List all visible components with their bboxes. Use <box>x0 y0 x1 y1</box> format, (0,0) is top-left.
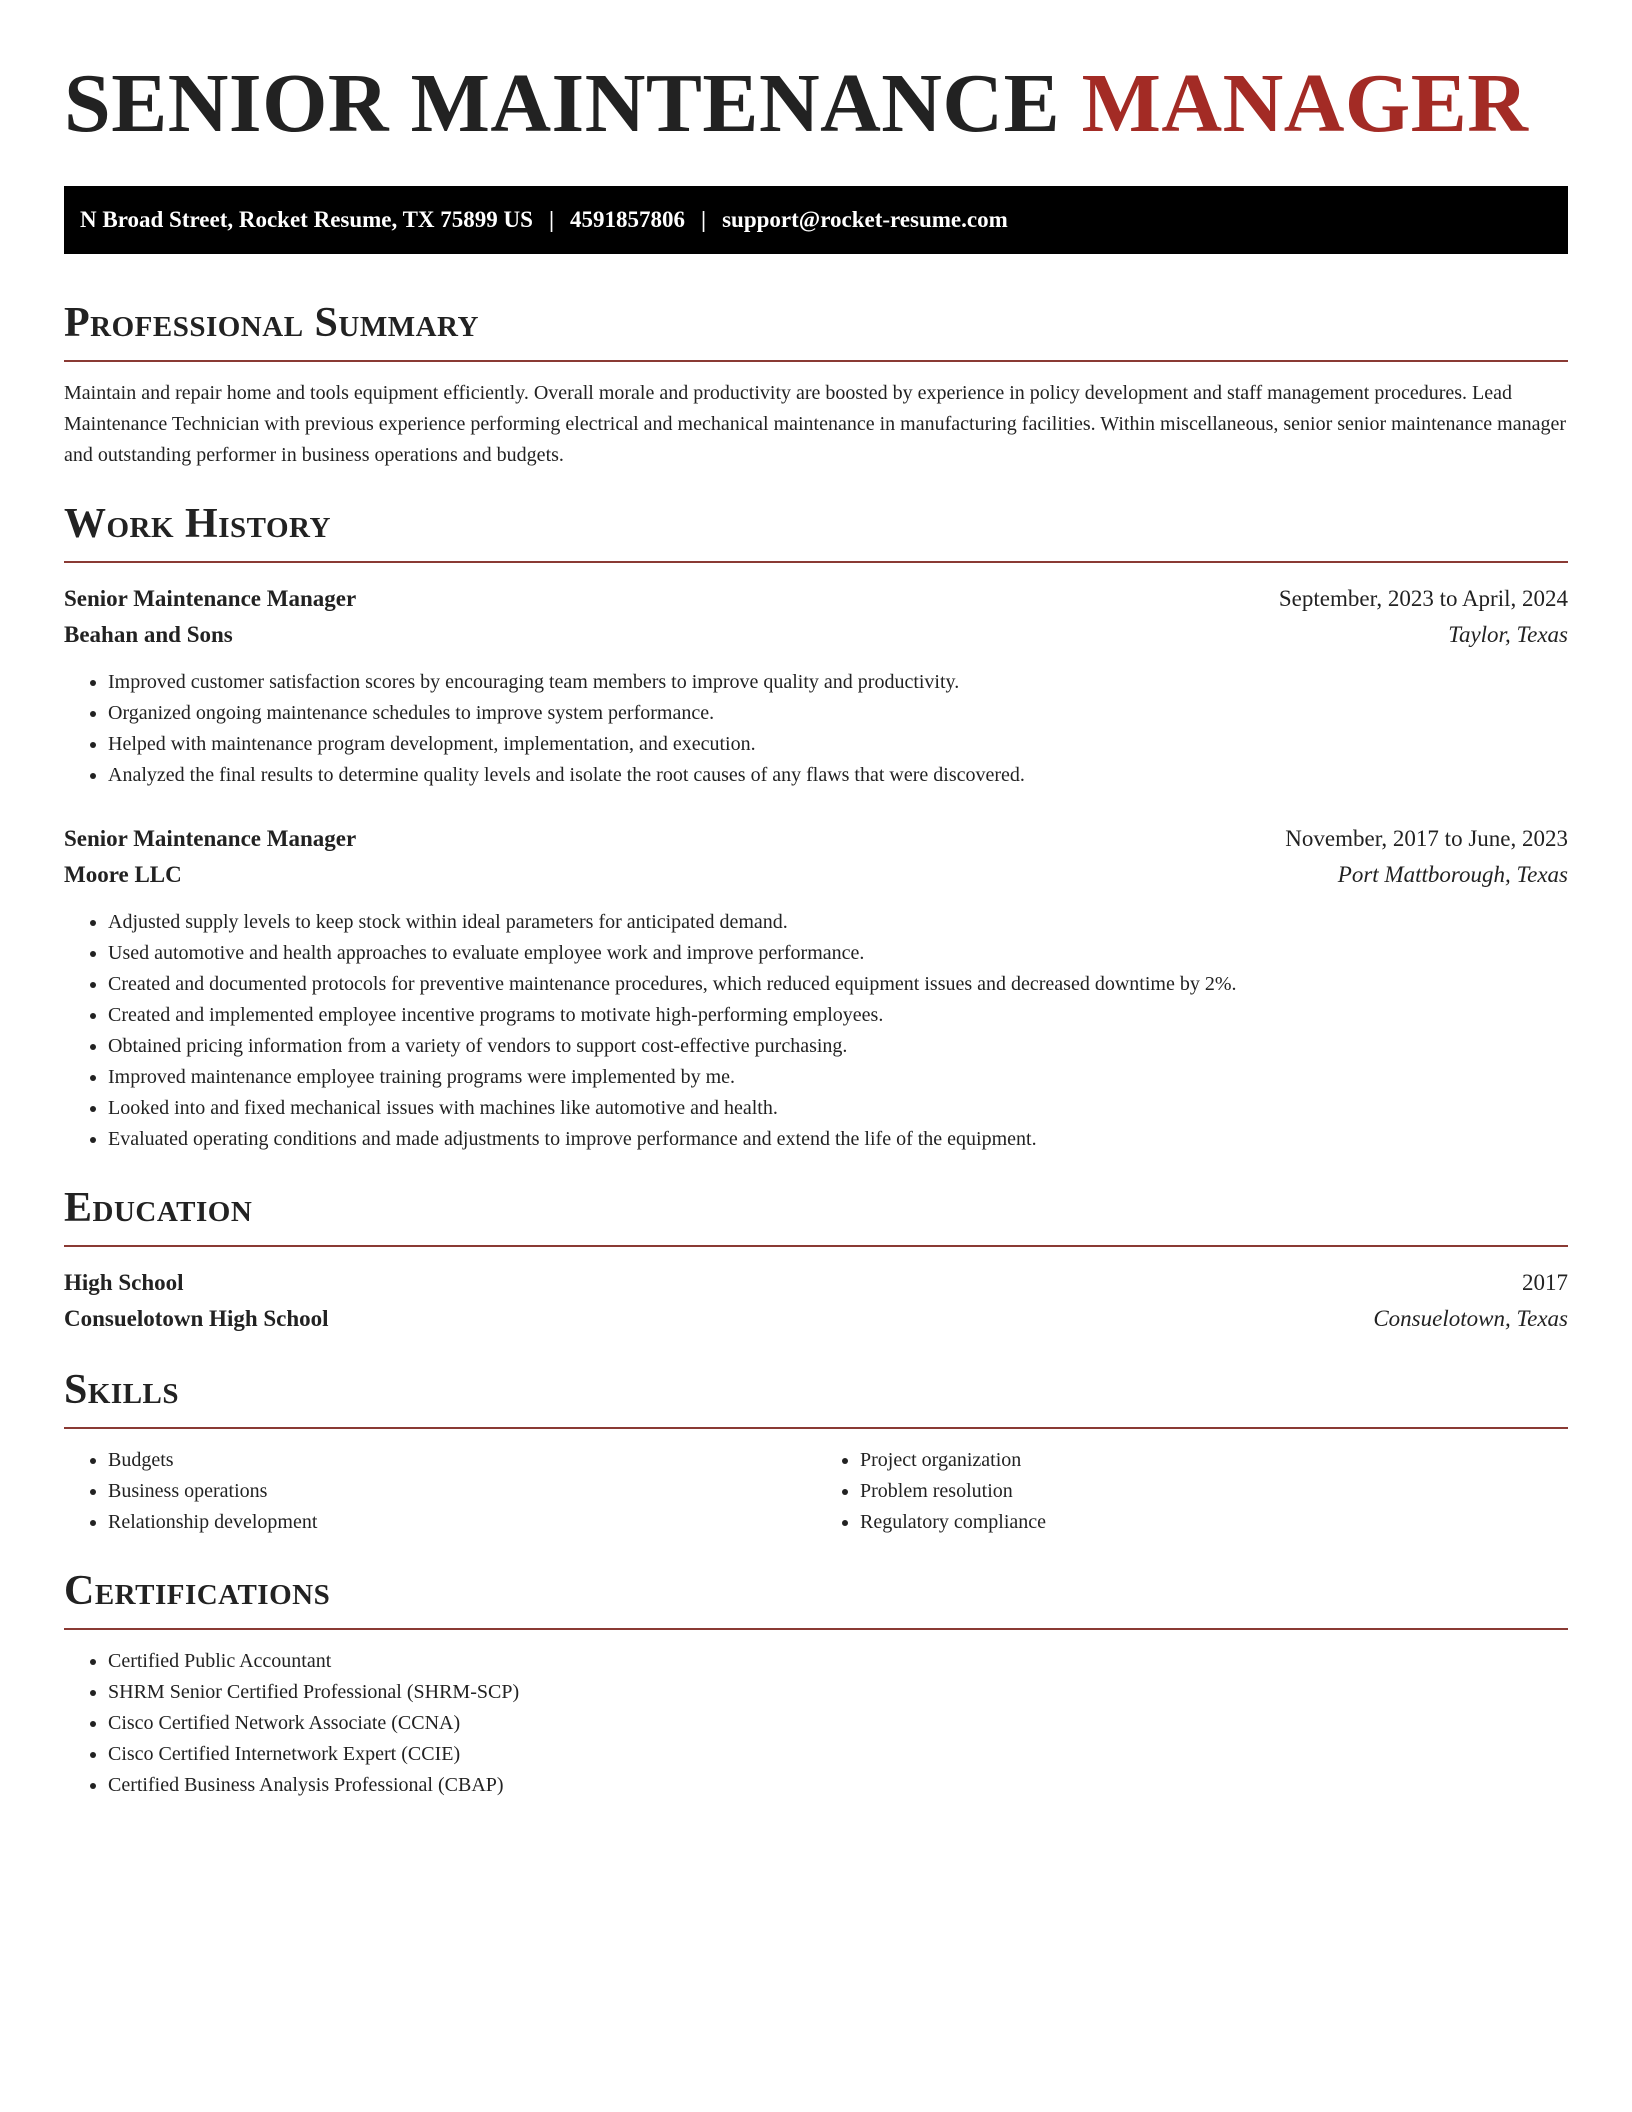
skills-section <box>64 1365 1568 1538</box>
skill-item: • Business operations <box>108 1476 816 1507</box>
list-item: • Organized ongoing maintenance schedules to improve system performance. <box>108 698 1568 729</box>
title-accent: MANAGER <box>1081 57 1529 150</box>
skill-item: • Problem resolution <box>860 1476 1568 1507</box>
job-company: Beahan and Sons <box>64 622 233 647</box>
certification-item: • Cisco Certified Internetwork Expert (CCIE) <box>108 1739 1568 1770</box>
education-school: Consuelotown High School <box>64 1306 329 1331</box>
skills-column-right <box>816 1445 1568 1538</box>
certifications-list <box>64 1646 1568 1801</box>
certifications-heading: Certifications <box>64 1566 1568 1630</box>
list-item: • Created and implemented employee incentive programs to motivate high-performing employees. <box>108 1000 1568 1031</box>
job-location: Port Mattborough, Texas <box>1337 862 1568 887</box>
work-history-heading: Work History <box>64 499 1568 563</box>
education-section <box>64 1183 1568 1337</box>
list-item: • Analyzed the final results to determine quality levels and isolate the root causes of any flaws that were discovered. <box>108 760 1568 791</box>
summary-text: Maintain and repair home and tools equipment efficiently. Overall morale and productivity are boosted by experience in policy development and staff management procedures. Lead Maintenance Technician with previous experience performing electrical and mechanical maintenance in manufacturing facilities. Within miscellaneous, senior senior maintenance manager and outstanding performer in business operations and budgets. <box>64 382 1567 466</box>
summary-heading: Professional Summary <box>64 298 1568 362</box>
job-dates: November, 2017 to June, 2023 <box>1285 826 1568 851</box>
list-item: • Improved maintenance employee training programs were implemented by me. <box>108 1062 1568 1093</box>
job-entry <box>64 581 1568 791</box>
job-location: Taylor, Texas <box>1448 622 1568 647</box>
list-item: • Evaluated operating conditions and made adjustments to improve performance and extend the life of the equipment. <box>108 1124 1568 1155</box>
work-history-section <box>64 499 1568 1155</box>
list-item: • Looked into and fixed mechanical issues with machines like automotive and health. <box>108 1093 1568 1124</box>
list-item: • Used automotive and health approaches to evaluate employee work and improve performance. <box>108 938 1568 969</box>
skill-item: • Regulatory compliance <box>860 1507 1568 1538</box>
contact-phone: 4591857806 <box>570 207 686 232</box>
list-item: • Helped with maintenance program development, implementation, and execution. <box>108 729 1568 760</box>
contact-email: support@rocket-resume.com <box>722 207 1008 232</box>
job-title: Senior Maintenance Manager <box>64 826 357 851</box>
contact-separator: | <box>701 207 707 232</box>
certification-item: • Certified Business Analysis Professional (CBAP) <box>108 1770 1568 1801</box>
education-degree: High School <box>64 1270 184 1295</box>
certification-item: • Cisco Certified Network Associate (CCNA) <box>108 1708 1568 1739</box>
job-company: Moore LLC <box>64 862 182 887</box>
list-item: • Improved customer satisfaction scores by encouraging team members to improve quality and productivity. <box>108 667 1568 698</box>
job-title: Senior Maintenance Manager <box>64 586 357 611</box>
skill-item: • Relationship development <box>108 1507 816 1538</box>
skills-grid <box>64 1445 1568 1538</box>
skill-item: • Budgets <box>108 1445 816 1476</box>
certifications-section <box>64 1566 1568 1801</box>
education-heading: Education <box>64 1183 1568 1247</box>
job-bullets <box>64 667 1568 791</box>
education-entry <box>64 1265 1568 1337</box>
list-item: • Obtained pricing information from a variety of vendors to support cost-effective purchasing. <box>108 1031 1568 1062</box>
job-entry <box>64 821 1568 1155</box>
resume-title <box>64 56 1568 152</box>
certification-item: • SHRM Senior Certified Professional (SHRM-SCP) <box>108 1677 1568 1708</box>
contact-separator: | <box>548 207 555 232</box>
skill-item: • Project organization <box>860 1445 1568 1476</box>
list-item: • Adjusted supply levels to keep stock within ideal parameters for anticipated demand. <box>108 907 1568 938</box>
list-item: • Created and documented protocols for preventive maintenance procedures, which reduced equipment issues and decreased downtime by 2%. <box>108 969 1568 1000</box>
summary-section <box>64 298 1568 471</box>
job-bullets <box>64 907 1568 1155</box>
certification-item: • Certified Public Accountant <box>108 1646 1568 1677</box>
contact-address: N Broad Street, Rocket Resume, TX 75899 US <box>80 207 533 232</box>
education-location: Consuelotown, Texas <box>1373 1306 1568 1331</box>
skills-column-left <box>64 1445 816 1538</box>
contact-bar <box>64 186 1568 254</box>
title-main: SENIOR MAINTENANCE <box>64 57 1061 150</box>
skills-heading: Skills <box>64 1365 1568 1429</box>
education-year: 2017 <box>1522 1270 1568 1295</box>
job-dates: September, 2023 to April, 2024 <box>1278 586 1568 611</box>
